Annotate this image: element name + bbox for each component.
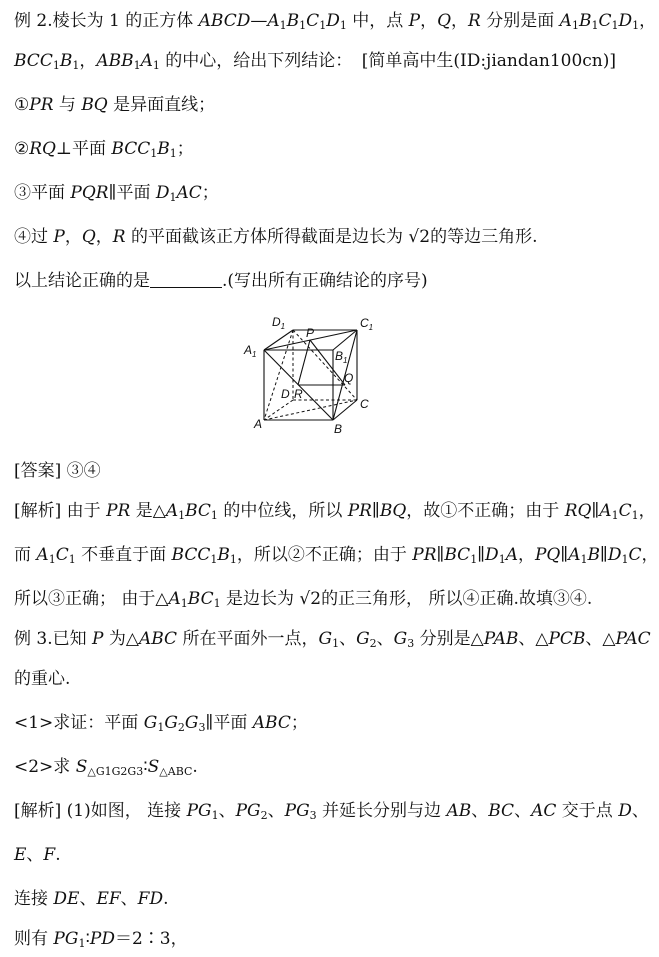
label-c: C [360, 397, 369, 411]
example2-line1: 例 2.棱长为 1 的正方体 $ABCD—A_1B_1C_1D_1$ 中，点 P，Q，R 分别是面 $A_1B_1C_1D_1$， [14, 11, 657, 32]
example3-question-2: <2>求 $S_{\triangle G1G2G3}∶S_{\triangle ABC}$. [14, 757, 198, 778]
example3-question-1: <1>求证：平面 $G_1G_2G_3\parallel$平面 ABC； [14, 713, 308, 734]
cube-figure [240, 310, 390, 440]
label-b: B [334, 422, 343, 436]
analysis-line-1: [解析] 由于 PR 是$\triangle A_1BC_1$ 的中位线，所以 PR∥BQ，故①不正确；由于 $RQ\parallel A_1C_1$， [14, 501, 656, 522]
example3-solution-4: 则有 $PG_1∶PD=2∶3$， [14, 929, 188, 950]
example3-line2: 的重心. [14, 669, 71, 689]
label-p: P [306, 326, 315, 340]
conclusion-1: ①PR 与 BQ 是异面直线； [14, 95, 216, 115]
example3-line1: 例 3.已知 P 为△ABC 所在平面外一点，$G_1$、$G_2$、$G_3$ 分别是△PAB、△PCB、△PAC [14, 629, 651, 650]
conclusion-4: ④过 P，Q，R 的平面截该正方体所得截面是边长为 √2的等边三角形. [14, 227, 538, 247]
edge-d-a-hidden [264, 400, 293, 420]
question-line: 以上结论正确的是 .(写出所有正确结论的序号) [14, 271, 428, 291]
label-d1: $D_1$ [272, 315, 286, 331]
conclusion-3: ③平面 PQR∥平面 $D_1AC$； [14, 183, 219, 204]
conclusion-2: ②RQ⊥平面 $BCC_1B_1$； [14, 139, 194, 160]
label-b1: $B_1$ [335, 349, 348, 365]
label-a: A [254, 417, 263, 431]
analysis-line-2: 而 $A_1C_1$ 不垂直于面 $BCC_1B_1$，所以②不正确；由于 $PR\parallel BC_1\parallel D_1A$，$PQ\parallel A_1B\parallel D_1C$， [14, 545, 659, 566]
example2-line2: $BCC_1B_1$，$ABB_1A_1$ 的中心，给出下列结论： [14, 51, 353, 72]
label-a1: $A_1$ [244, 343, 257, 359]
answer-line: [答案] ③④ [14, 461, 101, 481]
example3-solution-1: [解析] (1)如图， 连接 $PG_1$、$PG_2$、$PG_3$ 并延长分别与边 AB、BC、AC 交于点 D、 [14, 801, 649, 822]
source-tag: [简单高中生(ID:jiandan100cn)] [361, 51, 616, 71]
answer-blank [150, 271, 222, 288]
example3-solution-3: 连接 DE、EF、FD. [14, 889, 169, 909]
label-d: D [281, 387, 290, 401]
label-c1: $C_1$ [360, 316, 374, 332]
label-q: Q [344, 371, 354, 385]
label-r: R [294, 387, 303, 401]
example3-solution-2: E、F. [14, 845, 61, 865]
analysis-line-3: 所以③正确； 由于$\triangle A_1BC_1$ 是边长为 √2的正三角形， 所以④正确.故填③④. [14, 589, 593, 610]
